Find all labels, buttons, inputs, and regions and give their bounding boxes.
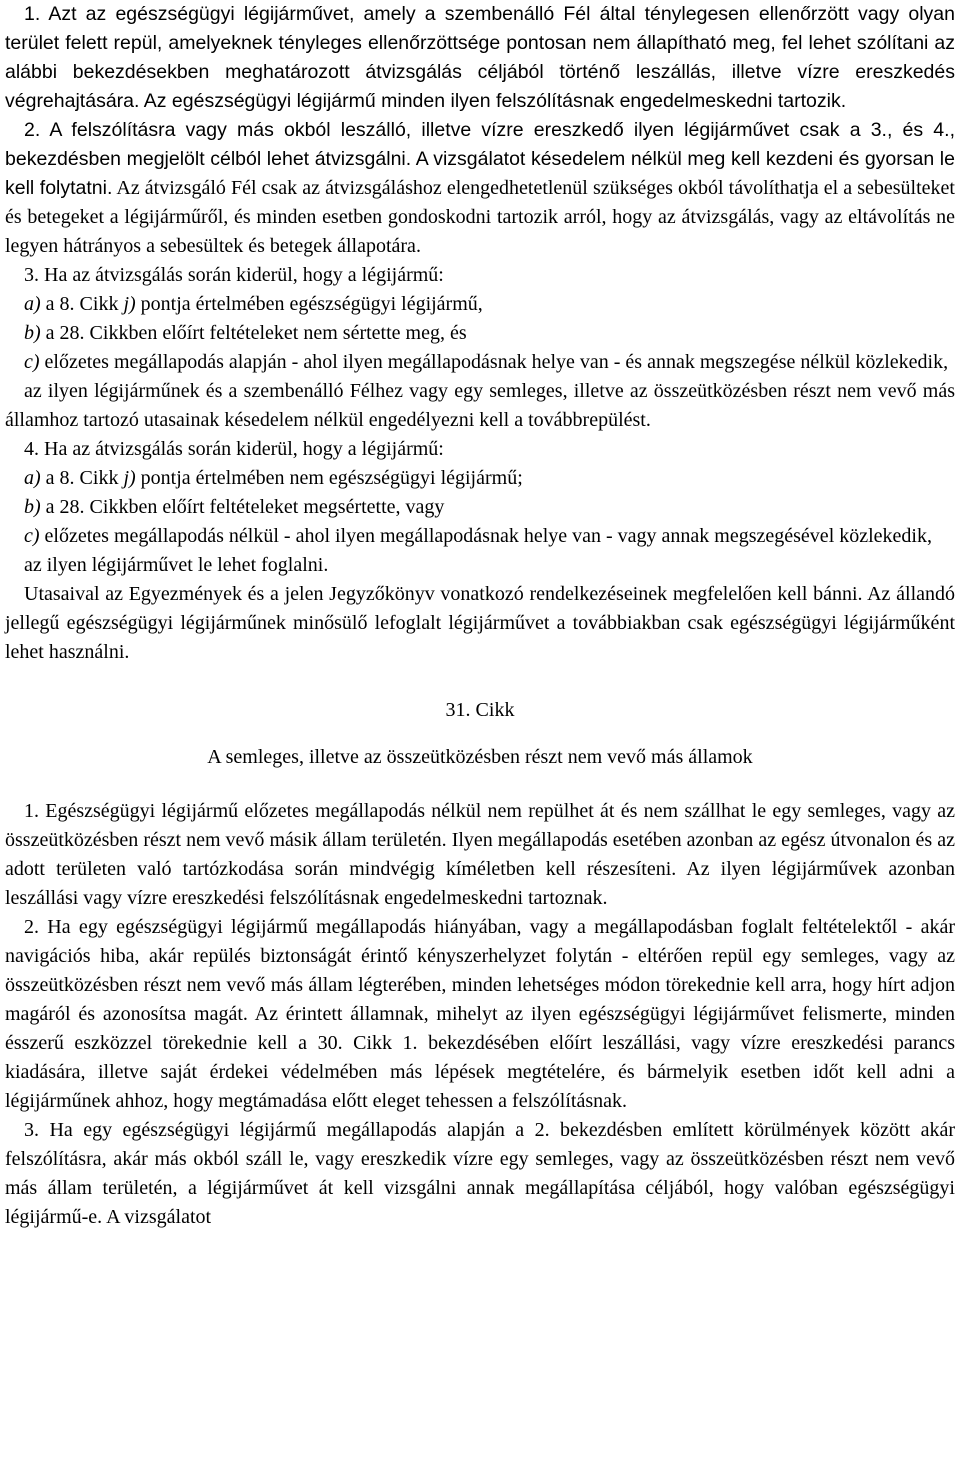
paragraph-30-5: Utasaival az Egyezmények és a jelen Jegyzőkönyv vonatkozó rendelkezéseinek megfelelően kell bánni. Az állandó jellegű egészségügyi légijárműnek minősülő lefoglalt légijárművet a továbbiakban csak egészségügyi légijárműként lehet használni.	[5, 583, 955, 663]
paragraph-31-2: 2. Ha egy egészségügyi légijármű megállapodás hiányában, vagy a megállapodásban foglalt feltételektől - akár navigációs hiba, akár repülés biztonságát érintő kényszerhelyzet folytán - eltérően repül egy semleges, vagy az összeütközésben részt nem vevő más állam légterében, minden lehetséges módon törekednie kell arra, hogy hírt adjon magáról és azonosítsa magát. Az érintett államnak, mihelyt az ilyen egészségügyi légijárművet felismerte, minden ésszerű eszközzel törekednie kell a 30. Cikk 1. bekezdésében előírt leszállási, vagy vízre ereszkedési parancs kiadására, illetve saját érdekei védelmében más lépések megtételére, és bármelyik esetben időt kell adni a légijárműnek ahhoz, hogy megtámadása előtt eleget tehessen a felszólításnak.	[5, 916, 955, 1112]
paragraph-30-4-intro: 4. Ha az átvizsgálás során kiderül, hogy a légijármű:	[24, 438, 444, 460]
paragraph-30-4-end: az ilyen légijárművet le lehet foglalni.	[24, 554, 329, 576]
paragraph-30-2-part-b: Az átvizsgáló Fél csak az átvizsgáláshoz elengedhetetlenül szükséges okból távolíthatja el a sebesülteket és betegeket a légijárműről, és minden esetben gondoskodni tartozik arról, hogy az átvizsgálás, vagy az eltávolítás ne legyen hátrányos a sebesültek és betegek állapotára.	[5, 177, 955, 257]
paragraph-30-3-intro: 3. Ha az átvizsgálás során kiderül, hogy a légijármű:	[24, 264, 444, 286]
paragraph-30-4-b: b) a 28. Cikkben előírt feltételeket megsértette, vagy	[24, 496, 445, 518]
paragraph-30-3-end: az ilyen légijárműnek és a szembenálló Félhez vagy egy semleges, illetve az összeütközésben részt nem vevő más államhoz tartozó utasainak késedelem nélkül engedélyezni kell a továbbrepülést.	[5, 380, 955, 431]
item-reference: j)	[123, 467, 136, 489]
article-number: 31. Cikk	[445, 699, 515, 721]
item-letter-a: a)	[24, 467, 41, 489]
item-reference: j)	[123, 293, 136, 315]
paragraph-31-3: 3. Ha egy egészségügyi légijármű megállapodás alapján a 2. bekezdésben említett körülmények között akár felszólításra, akár más okból száll le, vagy ereszkedik vízre egy semleges, vagy az összeütközésben részt nem vevő más állam területén, a légijárművet át kell vizsgálni annak megállapítása céljából, hogy valóban egészségügyi légijármű-e. A vizsgálatot	[5, 1119, 955, 1228]
item-letter-c: c)	[24, 525, 40, 547]
paragraph-30-2	[5, 116, 955, 261]
item-letter-c: c)	[24, 351, 40, 373]
paragraph-31-1: 1. Egészségügyi légijármű előzetes megállapodás nélkül nem repülhet át és nem szállhat le egy semleges, vagy az összeütközésben részt nem vevő másik állam területén. Ilyen megállapodás esetében azonban az egész útvonalon és az adott területen való tartózkodása során mindvégig kíméletben kell részesíteni. Az ilyen légijárművek azonban leszállási vagy vízre ereszkedési felszólításnak engedelmeskedni tartoznak.	[5, 800, 955, 909]
paragraph-30-4-c: c) előzetes megállapodás nélkül - ahol ilyen megállapodásnak helye van - vagy annak megszegésével közlekedik,	[24, 525, 932, 547]
paragraph-30-1: 1. Azt az egészségügyi légijárművet, amely a szembenálló Fél által ténylegesen ellenőrzött vagy olyan terület felett repül, amelyeknek tényleges ellenőrzöttsége pontosan nem állapítható meg, fel lehet szólítani az alábbi bekezdésekben meghatározott átvizsgálás céljából történő leszállás, illetve vízre ereszkedés végrehajtására. Az egészségügyi légijármű minden ilyen felszólításnak engedelmeskedni tartozik.	[5, 3, 955, 112]
item-letter-b: b)	[24, 496, 41, 518]
article-title: A semleges, illetve az összeütközésben részt nem vevő más államok	[207, 746, 753, 768]
paragraph-30-4-a: a) a 8. Cikk j) pontja értelmében nem egészségügyi légijármű;	[24, 467, 523, 489]
paragraph-30-2-part-a: 2. A felszólításra vagy más okból leszálló, illetve vízre ereszkedő ilyen légijárművet csak a 3., és 4., bekezdésben megjelölt célból lehet átvizsgálni. A vizsgálatot késedelem nélkül meg kell kezdeni és gyorsan le kell folytatni.	[5, 119, 955, 199]
item-letter-a: a)	[24, 293, 41, 315]
paragraph-30-3-a: a) a 8. Cikk j) pontja értelmében egészségügyi légijármű,	[24, 293, 483, 315]
item-letter-b: b)	[24, 322, 41, 344]
paragraph-30-3-b: b) a 28. Cikkben előírt feltételeket nem sértette meg, és	[24, 322, 467, 344]
paragraph-30-3-c: c) előzetes megállapodás alapján - ahol ilyen megállapodásnak helye van - és annak megszegése nélkül közlekedik,	[24, 351, 949, 373]
